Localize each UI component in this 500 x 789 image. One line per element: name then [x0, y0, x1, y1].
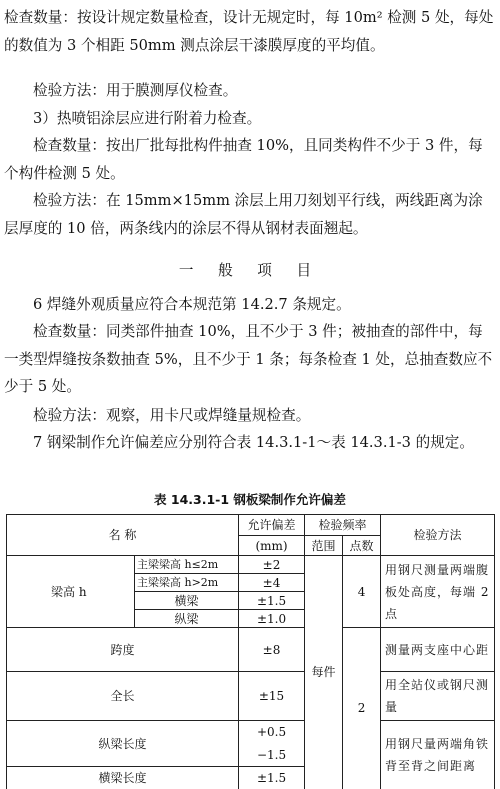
- header-method: 检验方法: [381, 515, 495, 556]
- points-two: 2: [343, 628, 381, 789]
- section-heading: 一 般 项 目: [178, 262, 322, 279]
- row-cross-beam: 横梁: [135, 592, 239, 610]
- header-points: 点数: [343, 536, 381, 556]
- tol-cross-length: ±1.5: [239, 767, 305, 789]
- header-unit: (mm): [239, 536, 305, 556]
- header-scope: 范围: [305, 536, 343, 556]
- inspection-method-paragraph-1: 检验方法：用于膜测厚仪检查。: [33, 82, 238, 99]
- tol-span: ±8: [239, 628, 305, 672]
- tol-main-beam-small: ±2: [239, 556, 305, 574]
- item-6-paragraph: 6 焊缝外观质量应符合本规范第 14.2.7 条规定。: [33, 296, 351, 313]
- points-beam-height: 4: [343, 556, 381, 628]
- tol-long-beam: ±1.0: [239, 610, 305, 628]
- row-cross-length: 横梁长度: [7, 767, 239, 789]
- check-quantity-paragraph-2: 检查数量：按出厂批每批构件抽查 10%，且同类构件不少于 3 件，每个构件检测 5 处。: [4, 137, 483, 182]
- item-3-paragraph: 3）热喷铝涂层应进行附着力检查。: [33, 110, 262, 127]
- method-beam-height: 用钢尺测量两端腹板处高度，每端 2 点: [381, 556, 495, 628]
- table-caption: 表 14.3.1-1 钢板梁制作允许偏差: [154, 492, 346, 507]
- header-name: 名 称: [7, 515, 239, 556]
- tol-cross-beam: ±1.5: [239, 592, 305, 610]
- tolerance-table: [6, 514, 495, 789]
- row-span: 跨度: [7, 628, 239, 672]
- method-angle-distance: 用钢尺量两端角铁背至背之间距离: [381, 721, 495, 789]
- row-main-beam-large: 主梁梁高 h>2m: [135, 574, 239, 592]
- tol-full-length: ±15: [239, 672, 305, 721]
- method-span: 测量两支座中心距: [381, 628, 495, 672]
- header-tolerance: 允许偏差: [239, 515, 305, 536]
- item-7-paragraph: 7 钢梁制作允许偏差应分别符合表 14.3.1-1～表 14.3.1-3 的规定。: [33, 434, 474, 451]
- tol-longitudinal-minus: −1.5: [239, 744, 305, 767]
- tol-longitudinal-plus: +0.5: [239, 721, 305, 744]
- beam-height-label: 梁高 h: [7, 556, 135, 628]
- row-long-beam: 纵梁: [135, 610, 239, 628]
- header-frequency: 检验频率: [305, 515, 381, 536]
- row-main-beam-small: 主梁梁高 h≤2m: [135, 556, 239, 574]
- check-quantity-paragraph-1: 检查数量：按设计规定数量检查，设计无规定时，每 10m² 检测 5 处，每处的数值为 3 个相距 50mm 测点涂层干漆膜厚度的平均值。: [4, 9, 494, 54]
- row-longitudinal-length: 纵梁长度: [7, 721, 239, 767]
- inspection-method-paragraph-2: 检验方法：在 15mm×15mm 涂层上用刀刻划平行线，两线距离为涂层厚度的 10 倍，两条线内的涂层不得从钢材表面翘起。: [4, 192, 483, 237]
- row-full-length: 全长: [7, 672, 239, 721]
- tol-main-beam-large: ±4: [239, 574, 305, 592]
- method-full-length: 用全站仪或钢尺测量: [381, 672, 495, 721]
- inspection-method-paragraph-3: 检验方法：观察，用卡尺或焊缝量规检查。: [33, 407, 311, 424]
- scope-cell: 每件: [305, 556, 343, 789]
- check-quantity-paragraph-3: 检查数量：同类部件抽查 10%，且不少于 3 件；被抽查的部件中，每一类型焊缝按条数抽查 5%，且不少于 1 条；每条检查 1 处，总抽查数应不少于 5 处。: [4, 323, 493, 395]
